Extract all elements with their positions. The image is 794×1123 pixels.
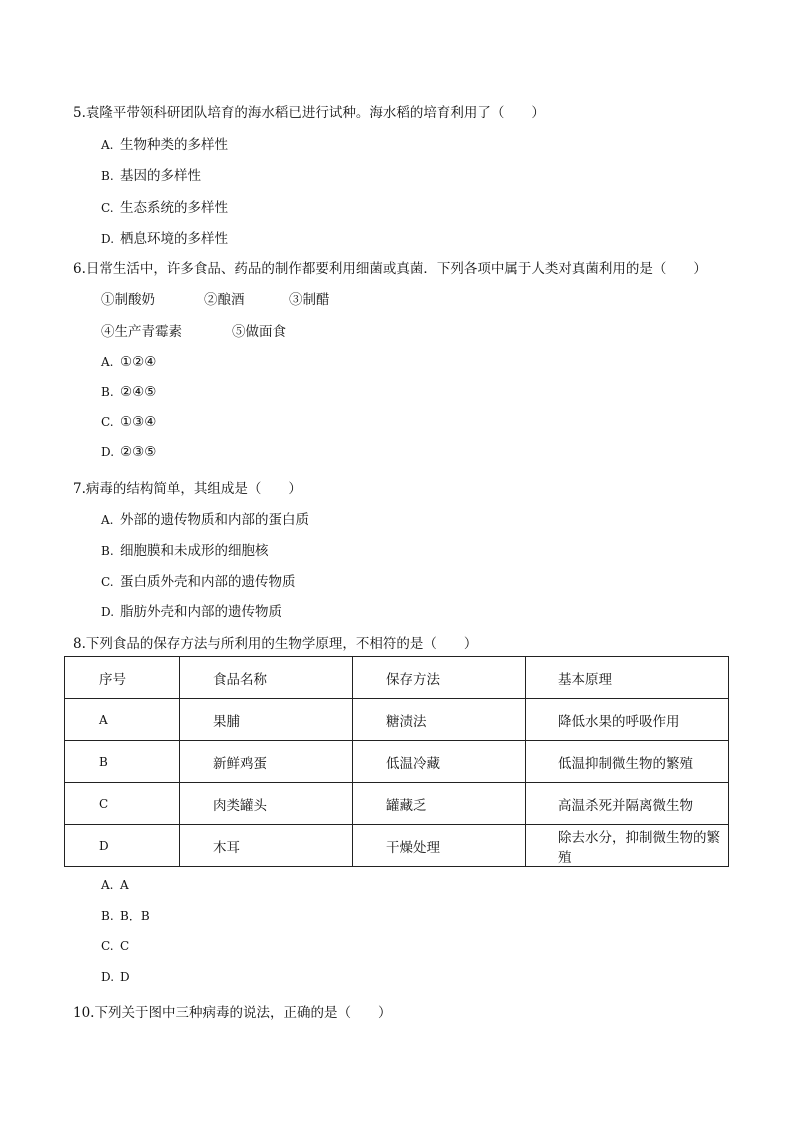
question-5-option-a — [101, 133, 228, 153]
question-7-option-c — [101, 570, 296, 590]
option-letter: A. — [101, 513, 114, 527]
option-text: 栖息环境的多样性 — [120, 231, 228, 247]
table-cell: D — [65, 825, 180, 867]
option-text: D — [120, 970, 130, 984]
question-6-stem: 6.日常生活中，许多食品、药品的制作都要利用细菌或真菌．下列各项中属于人类对真菌利用的是（ ） — [73, 261, 707, 277]
table-cell: 木耳 — [180, 825, 353, 867]
table-cell: 肉类罐头 — [180, 783, 353, 825]
question-8-option-a — [101, 877, 129, 893]
question-5-option-b — [101, 164, 201, 184]
option-text: B．B — [120, 909, 150, 923]
question-5-option-d — [101, 227, 228, 247]
table-row — [65, 741, 729, 783]
option-text: 蛋白质外壳和内部的遗传物质 — [120, 574, 296, 590]
question-6-item-1: ①制酸奶 — [101, 292, 155, 308]
table-row — [65, 783, 729, 825]
question-6-option-a — [101, 354, 156, 370]
option-letter: D. — [101, 605, 115, 619]
option-letter: C. — [101, 201, 114, 215]
option-letter: B. — [101, 544, 114, 558]
option-letter: D. — [101, 232, 115, 246]
question-5-option-c — [101, 196, 228, 216]
option-text: 生态系统的多样性 — [120, 200, 228, 216]
option-letter: B. — [101, 385, 114, 399]
option-letter: A. — [101, 138, 114, 152]
table-cell: 糖渍法 — [353, 699, 526, 741]
option-text: ②④⑤ — [120, 384, 157, 400]
option-letter: C. — [101, 939, 114, 953]
question-6-option-d — [101, 444, 156, 460]
option-text: 细胞膜和未成形的细胞核 — [120, 543, 269, 559]
option-text: A — [120, 878, 129, 892]
question-8-option-c — [101, 938, 129, 954]
table-cell: 罐藏乏 — [353, 783, 526, 825]
option-letter: A. — [101, 355, 114, 369]
table-cell: 除去水分，抑制微生物的繁殖 — [526, 825, 729, 867]
question-7-option-b — [101, 539, 269, 559]
table-header-cell: 基本原理 — [526, 657, 729, 699]
option-text: 基因的多样性 — [120, 168, 201, 184]
table-header-cell: 保存方法 — [353, 657, 526, 699]
option-text: ①②④ — [120, 354, 157, 370]
option-letter: C. — [101, 415, 114, 429]
option-text: 外部的遗传物质和内部的蛋白质 — [120, 512, 309, 528]
option-letter: A. — [101, 878, 114, 892]
table-cell: 新鲜鸡蛋 — [180, 741, 353, 783]
question-10-stem: 10.下列关于图中三种病毒的说法，正确的是（ ） — [73, 1005, 392, 1021]
option-letter: D. — [101, 445, 115, 459]
option-letter: B. — [101, 169, 114, 183]
question-6-item-5: ⑤做面食 — [232, 324, 286, 340]
table-cell: A — [65, 699, 180, 741]
question-8-option-b — [101, 907, 150, 924]
table-cell: C — [65, 783, 180, 825]
table-header-cell: 序号 — [65, 657, 180, 699]
option-text: 脂肪外壳和内部的遗传物质 — [120, 604, 282, 620]
table-cell: 降低水果的呼吸作用 — [526, 699, 729, 741]
question-6-option-c — [101, 414, 156, 430]
question-7-option-d — [101, 600, 282, 620]
option-letter: B. — [101, 909, 114, 923]
table-cell: 高温杀死并隔离微生物 — [526, 783, 729, 825]
table-cell: 干燥处理 — [353, 825, 526, 867]
table-cell: 低温抑制微生物的繁殖 — [526, 741, 729, 783]
option-text: C — [120, 939, 130, 953]
question-8-option-d — [101, 969, 130, 985]
question-8-stem: 8.下列食品的保存方法与所利用的生物学原理，不相符的是（ ） — [73, 636, 478, 652]
table-cell: 低温冷藏 — [353, 741, 526, 783]
table-header-cell: 食品名称 — [180, 657, 353, 699]
question-6-item-4: ④生产青霉素 — [101, 324, 182, 340]
question-5-stem: 5.袁隆平带领科研团队培育的海水稻已进行试种。海水稻的培育利用了（ ） — [73, 105, 545, 121]
table-row — [65, 699, 729, 741]
question-7-option-a — [101, 508, 309, 528]
option-text: ②③⑤ — [120, 444, 157, 460]
question-7-stem: 7.病毒的结构简单，其组成是（ ） — [73, 481, 302, 497]
option-letter: C. — [101, 575, 114, 589]
table-cell: 果脯 — [180, 699, 353, 741]
table-header-row — [65, 657, 729, 699]
question-6-option-b — [101, 384, 156, 400]
preservation-table — [64, 656, 729, 867]
option-text: 生物种类的多样性 — [120, 137, 228, 153]
question-6-item-2: ②酿酒 — [204, 292, 245, 308]
question-6-item-3: ③制醋 — [289, 292, 330, 308]
table-cell: B — [65, 741, 180, 783]
option-text: ①③④ — [120, 414, 157, 430]
option-letter: D. — [101, 970, 115, 984]
table-row — [65, 825, 729, 867]
